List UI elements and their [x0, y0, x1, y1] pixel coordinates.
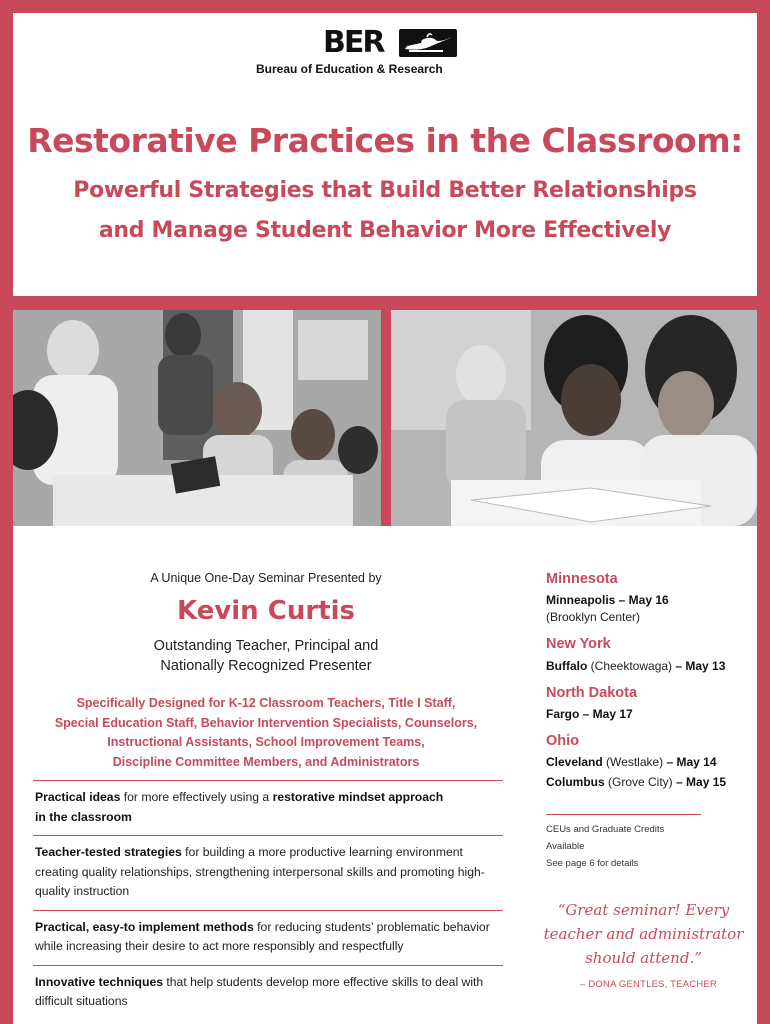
venue-fargo [546, 706, 633, 723]
quote-line: “Great seminar! Every [557, 901, 730, 919]
presenter-title-line: Nationally Recognized Presenter [160, 658, 372, 674]
ber-logo [323, 27, 453, 59]
audience-line: Instructional Assistants, School Improvement Teams, [107, 735, 425, 749]
quote-line: should attend.” [585, 949, 702, 967]
venue-note: (Westlake) [602, 755, 667, 769]
benefit-text: for reducing students’ problematic behavior while increasing their desire to act more responsibly and respectfully [35, 919, 490, 953]
venue-city: Cleveland [546, 755, 603, 769]
benefit-text: that help students develop more effective skills to deal with difficult situations [35, 974, 484, 1008]
benefit-item [33, 780, 503, 835]
venue-buffalo [546, 658, 725, 675]
benefit-lead: Practical, easy-to implement methods [35, 919, 254, 934]
presenter-title [13, 636, 519, 676]
page-subtitle [13, 171, 757, 251]
venue-city: Columbus [546, 775, 605, 789]
quote-line: teacher and administrator [543, 925, 744, 943]
logo-text: BER [323, 25, 384, 60]
venue-date: – May 13 [675, 659, 726, 673]
testimonial-quote [536, 898, 751, 970]
seminar-details [13, 526, 519, 1024]
state-new-york: New York [546, 636, 611, 652]
benefit-item [33, 835, 503, 910]
benefit-text: for more effectively using a [120, 790, 273, 804]
presenter-title-line: Outstanding Teacher, Principal and [153, 638, 379, 654]
students-reading-photo [391, 310, 757, 526]
credits-note [546, 814, 701, 872]
venue-minneapolis [546, 592, 669, 626]
state-north-dakota: North Dakota [546, 685, 638, 701]
venue-date: – May 14 [666, 755, 717, 769]
audience-line: Discipline Committee Members, and Administrators [112, 754, 420, 769]
presented-by-label: A Unique One-Day Seminar Presented by [150, 571, 382, 585]
photo-band [0, 296, 770, 526]
state-ohio: Ohio [546, 733, 580, 749]
benefit-lead: Practical ideas [35, 790, 121, 804]
venue-ohio [546, 754, 726, 791]
venue-note: (Brooklyn Center) [546, 610, 641, 624]
credits-line: CEUs and Graduate Credits Available [546, 824, 665, 852]
venue-city: Minneapolis – May 16 [546, 593, 669, 607]
benefit-tail: in the classroom [35, 809, 132, 824]
benefit-text: for building a more productive learning environment creating quality relationships, strengthening interpersonal skills and promoting high-quality instruction [35, 845, 485, 898]
benefit-item [33, 910, 503, 965]
benefits-list [33, 780, 503, 1020]
state-minnesota: Minnesota [546, 571, 618, 587]
organization-name: Bureau of Education & Research [256, 62, 443, 76]
audience-line: Special Education Staff, Behavior Intervention Specialists, Counselors, [54, 715, 478, 730]
venue-city: Buffalo [546, 659, 588, 673]
audience-line: Specifically Designed for K-12 Classroom Teachers, Title I Staff, [76, 696, 456, 710]
header [13, 13, 757, 296]
presenter-name: Kevin Curtis [177, 596, 355, 626]
credits-line: See page 6 for details [546, 858, 639, 869]
venue-date: – May 15 [676, 775, 727, 789]
benefit-lead: Teacher-tested strategies [35, 845, 182, 859]
benefit-emphasis: restorative mindset approach [272, 790, 444, 804]
venue-city: Fargo – May 17 [546, 707, 633, 721]
lamp-icon [399, 29, 457, 57]
subtitle-line: and Manage Student Behavior More Effectively [98, 218, 672, 243]
venue-note: (Grove City) [604, 775, 677, 789]
target-audience [13, 694, 519, 772]
benefit-lead: Innovative techniques [35, 974, 163, 989]
brochure-page [13, 13, 757, 1024]
classroom-group-photo [13, 310, 381, 526]
locations-sidebar [543, 526, 751, 1024]
page-title: Restorative Practices in the Classroom: [27, 121, 743, 160]
testimonial-attribution: – DONA GENTLES, TEACHER [580, 979, 717, 990]
benefit-item [33, 965, 503, 1020]
venue-note: (Cheektowaga) [587, 659, 676, 673]
subtitle-line: Powerful Strategies that Build Better Relationships [73, 178, 697, 203]
